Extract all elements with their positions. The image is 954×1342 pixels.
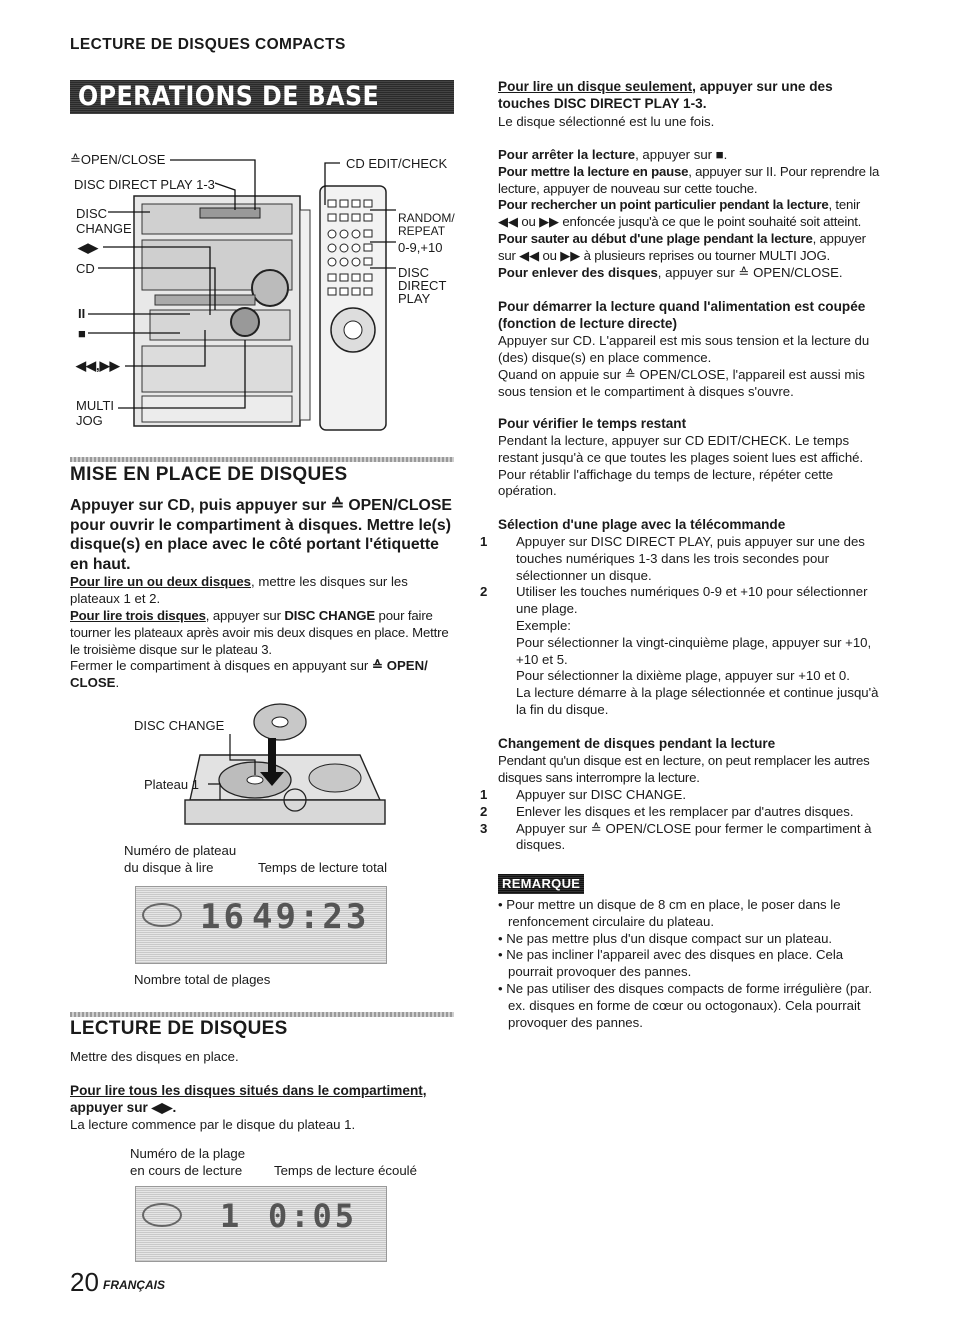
display1-label-nombre-total: Nombre total de plages	[134, 972, 271, 987]
section-divider-2	[70, 1012, 454, 1017]
label-play-symbol: ◀▶	[78, 240, 98, 255]
selection-ex2: Pour sélectionner la dixième plage, appuyer sur +10 et 0.	[516, 668, 850, 684]
p3-text: Fermer le compartiment à disques en appuyant sur	[70, 658, 372, 673]
op-enlever-bold: Pour enlever des disques	[498, 264, 658, 280]
p3-end: .	[115, 674, 120, 690]
mise-en-place-lead: Appuyer sur CD, puis appuyer sur ≙ OPEN/CLOSE pour ouvrir le compartiment à disques. Mettre le(s) disque(s) en place avec le côté portant l'étiquette en haut.	[70, 497, 452, 573]
lecture-link-line2	[70, 1100, 176, 1117]
lecture-link-line: Pour lire tous les disques situés dans le compartiment,	[70, 1083, 427, 1098]
remarque-badge	[498, 874, 584, 894]
section-divider	[70, 457, 454, 462]
link-line2-a: appuyer sur	[70, 1100, 152, 1115]
changement-list	[480, 787, 882, 854]
link-un-ou-deux: Pour lire un ou deux disques	[70, 574, 251, 589]
p2-text-a: , appuyer sur	[205, 608, 285, 623]
remarque-item-4-text: Ne pas utiliser des disques compacts de forme irrégulière (par. ex. disques en forme de cœur ou octogonaux). Cela pourrait provoquer des pannes.	[506, 980, 873, 1030]
display2-time: 0:05	[268, 1197, 358, 1235]
p-seul-text: , appuyer sur une des touches DISC DIRECT PLAY 1-3.	[498, 79, 833, 111]
remarque-item-2-text: Ne pas mettre plus d'un disque compact sur un plateau.	[506, 930, 833, 946]
selection-item-2-text: Utiliser les touches numériques 0-9 et +10 pour sélectionner une plage.	[516, 584, 868, 617]
display1-lcd	[135, 886, 387, 964]
op-sauter-text: , appuyer sur ◀◀ ou ▶▶ à plusieurs reprises ou tourner MULTI JOG.	[498, 230, 866, 263]
op-rechercher	[498, 197, 882, 231]
right-p-seul-sub: Le disque sélectionné est lu une fois.	[498, 114, 715, 129]
banner	[70, 80, 454, 114]
mise-en-place-p3	[70, 658, 454, 692]
remarque-item-1: • Pour mettre un disque de 8 cm en place, le poser dans le renfoncement circulaire du plateau.	[498, 897, 841, 929]
changement-item-1-num: 1	[480, 787, 488, 802]
display2-track: 1	[220, 1197, 243, 1235]
selection-item-1-text: Appuyer sur DISC DIRECT PLAY, puis appuyer sur une des touches numériques 1-3 dans les trois secondes pour sélectionner un disque.	[516, 534, 865, 583]
op-sauter-bold: Pour sauter au début d'une plage pendant la lecture	[498, 230, 813, 246]
label-pause-symbol: II	[78, 306, 86, 321]
footer-language: FRANÇAIS	[103, 1278, 165, 1292]
mise-en-place-title: MISE EN PLACE DE DISQUES	[70, 464, 348, 485]
label-cd-edit-check: CD EDIT/CHECK	[346, 156, 448, 171]
selection-ex3: La lecture démarre à la plage sélectionnée et continue jusqu'à la fin du disque.	[516, 685, 879, 717]
lecture-text: La lecture commence par le disque du plateau 1.	[70, 1117, 356, 1132]
display1-time: 49:23	[252, 897, 370, 937]
label-stop-symbol: ■	[78, 326, 86, 341]
lecture-intro: Mettre des disques en place.	[70, 1049, 239, 1064]
label-open-close: ≙OPEN/CLOSE	[70, 152, 166, 167]
label-disc-direct-play-remote: DISC DIRECT PLAY	[398, 265, 447, 306]
device-diagram	[70, 150, 460, 435]
changement-item-2-num: 2	[480, 803, 488, 819]
op-arreter-bold: Pour arrêter la lecture	[498, 147, 636, 162]
mise-en-place-p2	[70, 608, 454, 658]
changement-item-3-num: 3	[480, 820, 488, 836]
display1-disc-icon	[142, 903, 182, 927]
op-pause	[498, 164, 882, 198]
label-disc-direct-play: DISC DIRECT PLAY 1-3	[74, 177, 215, 192]
selection-ex1: Pour sélectionner la vingt-cinquième plage, appuyer sur +10, +10 et 5.	[516, 634, 872, 667]
display1-label-plateau: Numéro de plateau du disque à lire	[124, 843, 237, 875]
display2-label-plage: Numéro de la plage en cours de lecture	[130, 1146, 246, 1178]
op-rechercher-text: , tenir ◀◀ ou ▶▶ enfoncée jusqu'à ce que le point souhaité soit atteint.	[498, 197, 862, 230]
changement-item-1	[480, 787, 882, 804]
page-number: 20	[70, 1267, 99, 1297]
ops-list	[498, 147, 882, 281]
op-rechercher-bold: Pour rechercher un point particulier pendant la lecture	[498, 197, 829, 213]
direct-title: Pour démarrer la lecture quand l'alimentation est coupée (fonction de lecture directe)	[498, 299, 866, 331]
label-multi-jog: MULTI JOG	[76, 398, 115, 428]
temps-p: Pendant la lecture, appuyer sur CD EDIT/CHECK. Le temps restant jusqu'à ce que toutes les plages soient lues est affiché. Pour rétablir l'affichage du temps de lecture, répéter cette opération.	[498, 433, 864, 499]
op-pause-text: , appuyer sur II. Pour reprendre la lecture, appuyer de nouveau sur cette touche.	[498, 163, 880, 196]
temps-title: Pour vérifier le temps restant	[498, 416, 687, 431]
label-numbers: 0-9,+10	[398, 240, 443, 255]
changement-p: Pendant qu'un disque est en lecture, on peut remplacer les autres disques sans interrompre la lecture.	[498, 753, 870, 785]
display2-lcd	[135, 1186, 387, 1262]
remarque-item-3: • Ne pas incliner l'appareil avec des disques en place. Cela pourrait provoquer des pannes.	[498, 947, 844, 980]
p2-text-b: pour faire tourner les plateaux après avoir mis deux disques en place. Mettre le troisième disque sur le plateau 3.	[70, 608, 449, 657]
changement-item-3-text: Appuyer sur ≙ OPEN/CLOSE pour fermer le compartiment à disques.	[516, 820, 872, 853]
selection-item-2-num: 2	[480, 584, 488, 600]
op-enlever	[498, 265, 882, 282]
right-p-seul	[498, 79, 882, 113]
remarque-list	[498, 897, 882, 1031]
banner-title: OPERATIONS DE BASE	[78, 81, 380, 112]
remarque-item-2: • Ne pas mettre plus d'un disque compact sur un plateau.	[498, 930, 833, 946]
changement-title: Changement de disques pendant la lecture	[498, 736, 776, 751]
direct-p2: Quand on appuie sur ≙ OPEN/CLOSE, l'appareil est aussi mis sous tension et le compartiment à disques s'ouvre.	[498, 367, 865, 399]
remarque-item-3-text: Ne pas incliner l'appareil avec des disques en place. Cela pourrait provoquer des pannes.	[506, 947, 844, 980]
remarque-item-4: • Ne pas utiliser des disques compacts de forme irrégulière (par. ex. disques en forme de cœur ou octogonaux). Cela pourrait provoquer des pannes.	[498, 980, 873, 1030]
changement-item-3	[480, 820, 882, 855]
direct-p1: Appuyer sur CD. L'appareil est mis sous tension et la lecture du (des) disque(s) en place commence.	[498, 333, 870, 365]
display2-disc-icon	[142, 1203, 182, 1227]
label-cd: CD	[76, 261, 95, 276]
selection-exemple: Exemple:	[516, 617, 571, 633]
selection-item-1-num: 1	[480, 534, 488, 549]
tray-diagram	[130, 700, 390, 830]
link-un-disque: Pour lire un disque seulement	[498, 79, 693, 94]
changement-item-2-text: Enlever les disques et les remplacer par d'autres disques.	[516, 803, 854, 819]
op-arreter-text: , appuyer sur ■.	[635, 147, 728, 162]
selection-list	[480, 534, 882, 719]
selection-item-1	[480, 534, 882, 584]
remarque-item-1-text: Pour mettre un disque de 8 cm en place, le poser dans le renfoncement circulaire du plateau.	[506, 897, 841, 929]
selection-item-2	[480, 584, 882, 618]
lecture-title: LECTURE DE DISQUES	[70, 1018, 288, 1039]
changement-item-2	[480, 803, 882, 821]
label-random-repeat: RANDOM/ REPEAT	[398, 211, 455, 238]
remarque-label: REMARQUE	[502, 876, 581, 891]
display1-label-temps-total: Temps de lecture total	[258, 860, 388, 875]
label-skip-symbols: ◀◀,▶▶	[76, 358, 120, 373]
changement-item-1-text: Appuyer sur DISC CHANGE.	[516, 787, 687, 802]
label-tray-disc-change: DISC CHANGE	[134, 718, 225, 733]
display2-label-temps-ecoule: Temps de lecture écoulé	[274, 1163, 417, 1178]
link-trois-disques: Pour lire trois disques	[70, 608, 206, 623]
p2-bold: DISC CHANGE	[284, 608, 376, 623]
display1-tracks: 16	[200, 897, 247, 937]
section-title: LECTURE DE DISQUES COMPACTS	[70, 36, 346, 53]
p3-bold: ≙ OPEN/ CLOSE	[70, 658, 428, 690]
op-arreter	[498, 147, 882, 164]
op-pause-bold: Pour mettre la lecture en pause	[498, 163, 689, 179]
p1-text: , mettre les disques sur les plateaux 1 et 2.	[70, 574, 408, 606]
label-disc-change: DISC CHANGE	[76, 206, 132, 236]
link-line2-b: ◀▶.	[151, 1100, 177, 1115]
op-enlever-text: , appuyer sur ≙ OPEN/CLOSE.	[657, 264, 843, 280]
op-sauter	[498, 231, 882, 265]
mise-en-place-p1	[70, 574, 454, 608]
label-plateau: Plateau 1	[144, 777, 199, 792]
selection-title: Sélection d'une plage avec la télécommande	[498, 517, 786, 532]
